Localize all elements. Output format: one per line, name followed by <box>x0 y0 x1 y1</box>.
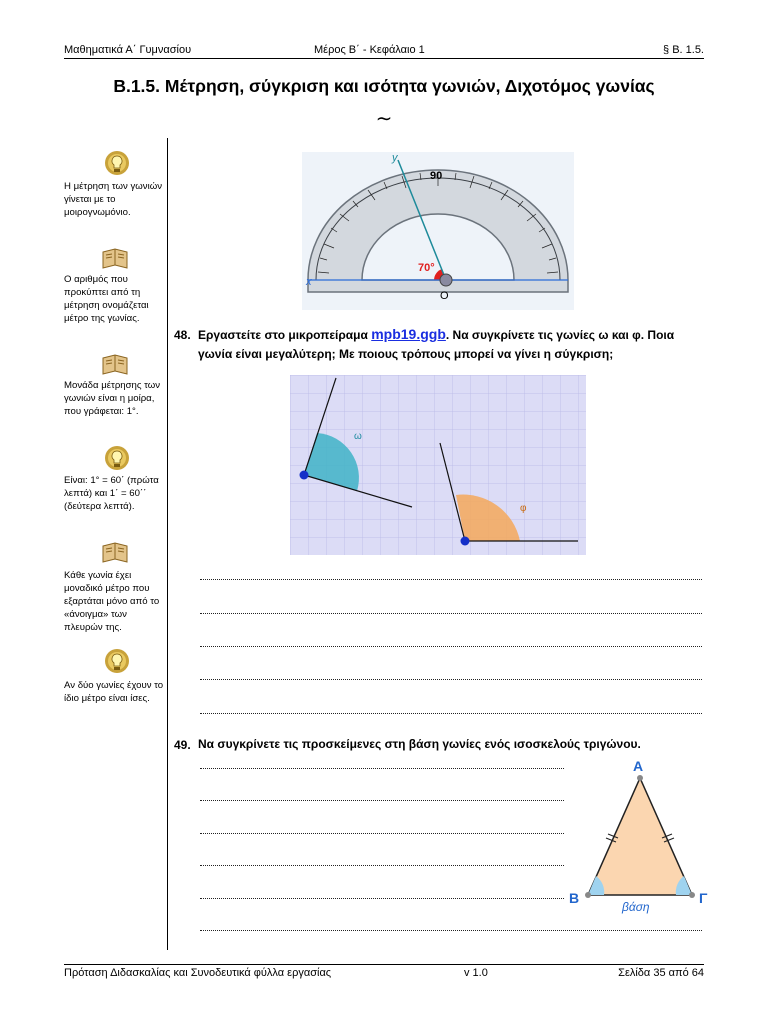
question-48-text <box>198 325 708 364</box>
answer-line[interactable] <box>200 712 702 714</box>
sidebar-note-6: Αν δύο γωνίες έχουν το ίδιο μέτρο είναι ίσες. <box>64 680 164 704</box>
protractor-90-label: 90 <box>430 170 443 182</box>
mpb19-link[interactable]: mpb19.ggb <box>371 326 446 342</box>
sidebar-note-5: Κάθε γωνία έχει μοναδικό μέτρο που εξαρτάται μόνο από το «άνοιγμα» των πλευρών της. <box>64 570 160 633</box>
vertex-b-label: Β <box>569 890 580 906</box>
book-icon <box>100 540 130 571</box>
protractor-y-label: y <box>392 152 398 164</box>
lightbulb-icon <box>104 648 130 681</box>
header-subject: Μαθηματικά Α΄ Γυμνασίου <box>64 44 192 56</box>
page-title: Β.1.5. Μέτρηση, σύγκριση και ισότητα γωνιών, Διχοτόμος γωνίας <box>113 76 655 96</box>
question-48-intro: Εργαστείτε στο μικροπείραμα <box>198 328 372 342</box>
question-48-body: . Να συγκρίνετε τις γωνίες ω και φ. Ποια γωνία είναι μεγαλύτερη; Με ποιους τρόπους μπορεί να γίνει η σύγκριση; <box>198 328 675 361</box>
answer-line[interactable] <box>200 612 702 614</box>
answer-line[interactable] <box>200 832 564 834</box>
vertex-g-label: Γ <box>699 890 708 906</box>
header-part: Μέρος Β΄ - Κεφάλαιο 1 <box>314 44 425 56</box>
question-49-text: Να συγκρίνετε τις προσκείμενες στη βάση γωνίες ενός ισοσκελούς τριγώνου. <box>198 737 641 751</box>
angle-phi-label: φ <box>520 503 527 514</box>
isosceles-triangle-image <box>566 758 716 918</box>
answer-line[interactable] <box>200 864 564 866</box>
protractor-o-label: O <box>440 290 449 302</box>
answer-line[interactable] <box>200 929 702 931</box>
sidebar-note-1: Η μέτρηση των γωνιών γίνεται με το μοιρογνωμόνιο. <box>64 181 163 218</box>
header-section: § Β. 1.5. <box>663 44 704 56</box>
header-divider <box>64 58 704 59</box>
footer-version: v 1.0 <box>464 967 488 979</box>
base-label: βάση <box>622 900 650 914</box>
page-number: Σελίδα 35 από 64 <box>618 967 704 979</box>
sidebar-note-2: Ο αριθμός που προκύπτει από τη μέτρηση ονομάζεται μέτρο της γωνίας. <box>64 274 149 324</box>
angle-omega-label: ω <box>354 431 362 442</box>
answer-line[interactable] <box>200 799 564 801</box>
protractor-x-label: x <box>306 276 312 288</box>
answer-line[interactable] <box>200 578 702 580</box>
sidebar-note-3: Μονάδα μέτρησης των γωνιών είναι η μοίρα, που γράφεται: 1°. <box>64 380 161 417</box>
protractor-image <box>302 152 574 310</box>
question-48-number: 48. <box>174 328 191 342</box>
answer-line[interactable] <box>200 897 564 899</box>
lightbulb-icon <box>104 150 130 183</box>
answer-line[interactable] <box>200 678 702 680</box>
angles-comparison-image <box>290 375 586 555</box>
question-49-number: 49. <box>174 738 191 752</box>
vertex-a-label: Α <box>633 758 644 774</box>
protractor-angle-label: 70° <box>418 262 435 274</box>
page-header <box>64 40 704 60</box>
sidebar-divider <box>167 138 168 950</box>
footer-title: Πρόταση Διδασκαλίας και Συνοδευτικά φύλλα εργασίας <box>64 967 332 979</box>
footer-divider <box>64 964 704 965</box>
title-ornament: ∼ <box>375 108 393 130</box>
answer-line[interactable] <box>200 645 702 647</box>
answer-line[interactable] <box>200 767 564 769</box>
sidebar-note-4: Είναι: 1° = 60΄ (πρώτα λεπτά) και 1΄ = 60΄΄ (δεύτερα λεπτά). <box>64 475 159 512</box>
